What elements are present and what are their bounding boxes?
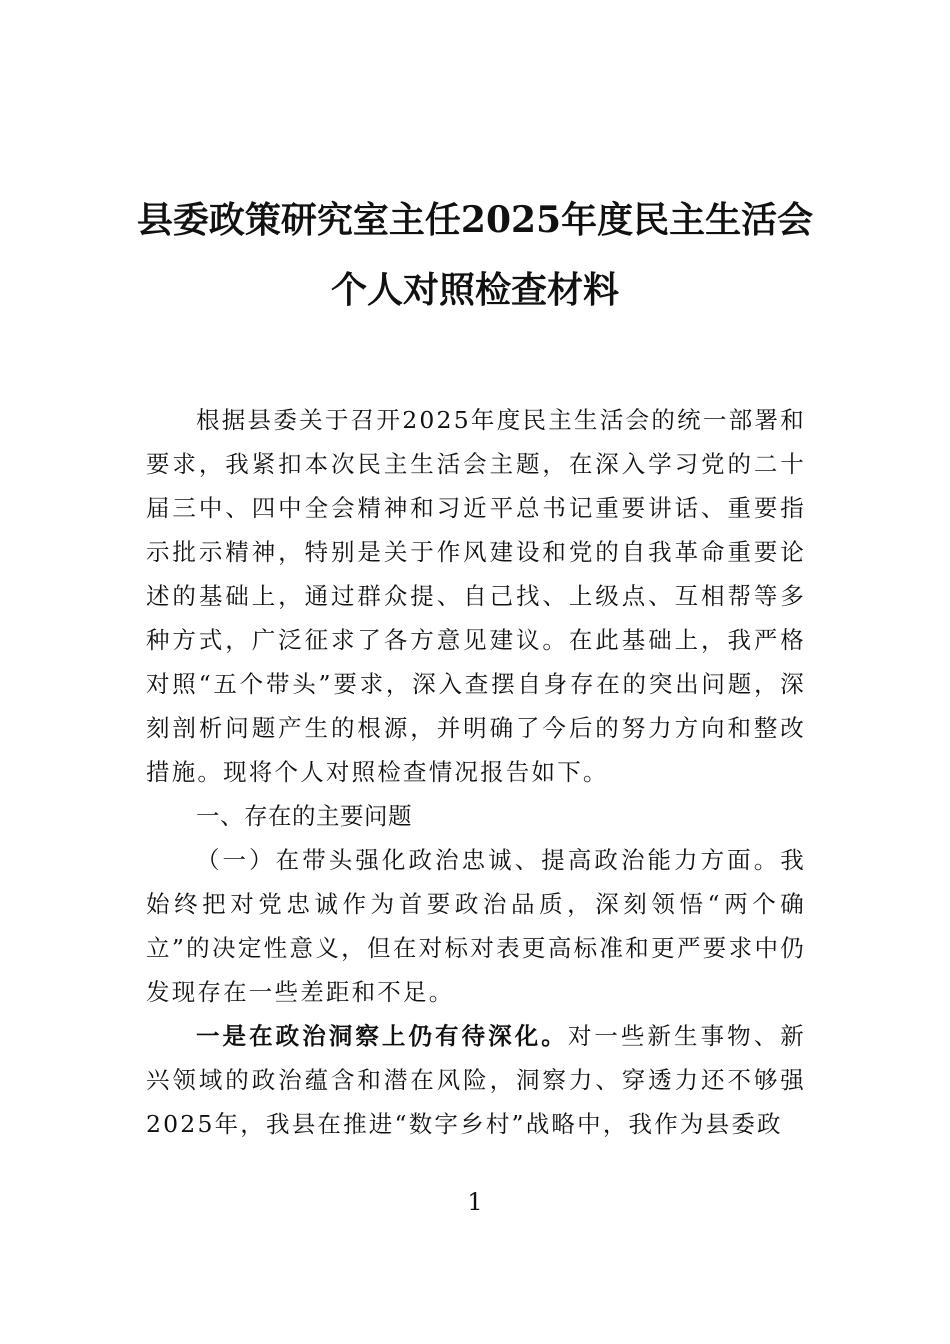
- subsection-lead: （一）在带头强化政治忠诚、提高政治能力方面。: [196, 846, 781, 874]
- document-body: [146, 398, 806, 1146]
- point-body: 对一些新生事物、新兴领域的政治蕴含和潜在风险，洞察力、穿透力还不够强2025年，我县在推进“数字乡村”战略中，我作为县委政: [146, 1022, 806, 1138]
- page-number: 1: [467, 1188, 483, 1216]
- subsection-paragraph: [146, 838, 806, 1014]
- point-lead: 一是在政治洞察上仍有待深化。: [196, 1022, 568, 1050]
- document-title-line-1: 县委政策研究室主任2025年度民主生活会: [136, 199, 814, 241]
- section-heading: 一、存在的主要问题: [196, 802, 412, 830]
- intro-paragraph: 根据县委关于召开2025年度民主生活会的统一部署和要求，我紧扣本次民主生活会主题，在深入学习党的二十届三中、四中全会精神和习近平总书记重要讲话、重要指示批示精神，特别是关于作风建设和党的自我革命重要论述的基础上，通过群众提、自己找、上级点、互相帮等多种方式，广泛征求了各方意见建议。在此基础上，我严格对照“五个带头”要求，深入查摆自身存在的突出问题，深刻剖析问题产生的根源，并明确了今后的努力方向和整改措施。现将个人对照检查情况报告如下。: [146, 406, 806, 786]
- subsection-body: 我始终把对党忠诚作为首要政治品质，深刻领悟“两个确立”的决定性意义，但在对标对表更高标准和更严要求中仍发现存在一些差距和不足。: [146, 846, 806, 1006]
- document-title-line-2: 个人对照检查材料: [330, 269, 619, 311]
- point-paragraph: [146, 1014, 806, 1146]
